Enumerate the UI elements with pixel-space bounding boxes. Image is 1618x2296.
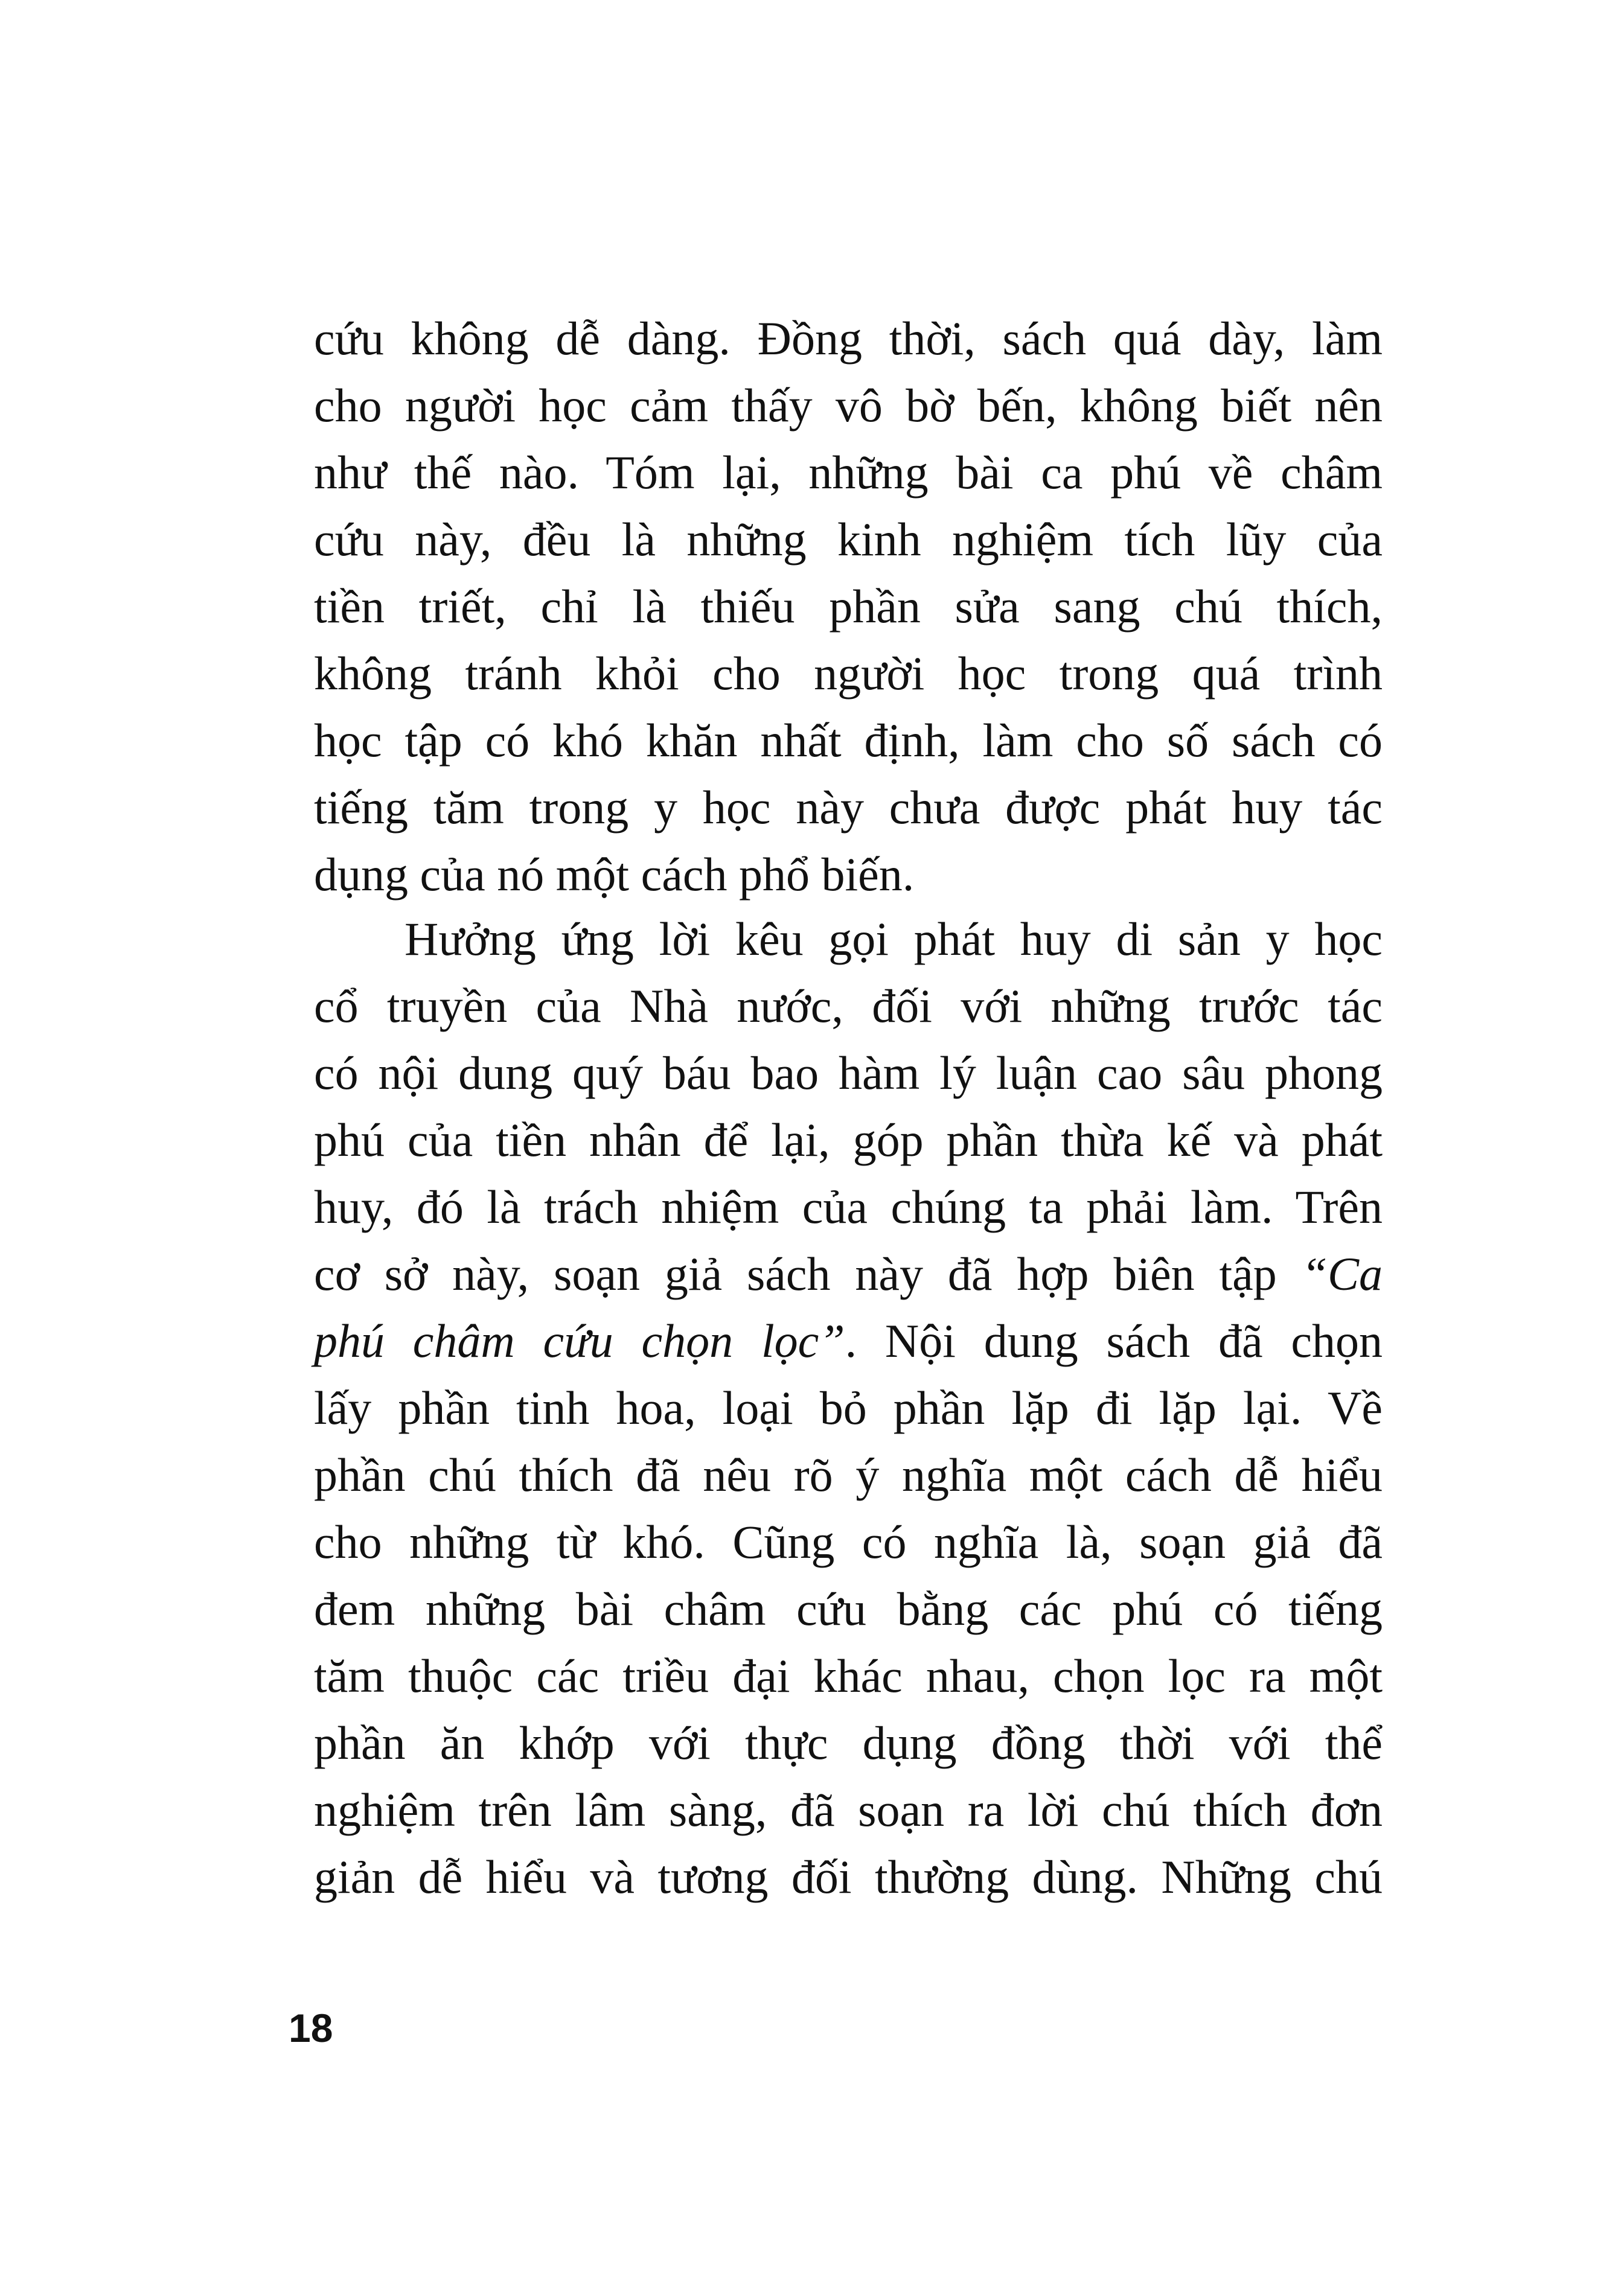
text-line-segment: . Nội dung sách đã chọn: [845, 1315, 1383, 1367]
text-line-segment: cơ sở này, soạn giả sách này đã hợp biên tập: [314, 1248, 1302, 1300]
text-line: phần chú thích đã nêu rõ ý nghĩa một cách dễ hiểu: [314, 1449, 1383, 1501]
text-line: cứu không dễ dàng. Đồng thời, sách quá dày, làm: [314, 312, 1383, 365]
text-line: tiền triết, chỉ là thiếu phần sửa sang chú thích,: [314, 580, 1383, 633]
paragraph-1: [314, 305, 1383, 908]
text-line: tăm thuộc các triều đại khác nhau, chọn lọc ra một: [314, 1650, 1383, 1702]
text-line: cho những từ khó. Cũng có nghĩa là, soạn giả đã: [314, 1516, 1383, 1568]
text-line: Hưởng ứng lời kêu gọi phát huy di sản y học: [405, 913, 1383, 965]
text-line: đem những bài châm cứu bằng các phú có tiếng: [314, 1583, 1383, 1635]
text-line: có nội dung quý báu bao hàm lý luận cao sâu phong: [314, 1047, 1383, 1099]
page-number: 18: [289, 2006, 333, 2050]
text-line: phần ăn khớp với thực dụng đồng thời với thể: [314, 1717, 1383, 1769]
text-line: như thế nào. Tóm lại, những bài ca phú về châm: [314, 446, 1383, 499]
book-title-start: “Ca: [1301, 1248, 1383, 1300]
text-line: cứu này, đều là những kinh nghiệm tích lũy của: [314, 513, 1383, 566]
text-line: học tập có khó khăn nhất định, làm cho số sách có: [314, 714, 1383, 767]
text-line: cho người học cảm thấy vô bờ bến, không biết nên: [314, 379, 1383, 432]
text-line: cổ truyền của Nhà nước, đối với những trước tác: [314, 980, 1383, 1032]
text-line: không tránh khỏi cho người học trong quá trình: [314, 647, 1383, 700]
text-line: nghiệm trên lâm sàng, đã soạn ra lời chú thích đơn: [314, 1784, 1383, 1836]
mixed-style-line: [314, 1307, 1383, 1374]
mixed-style-line: [314, 1240, 1383, 1307]
text-line: huy, đó là trách nhiệm của chúng ta phải làm. Trên: [314, 1181, 1383, 1233]
book-title-end: phú châm cứu chọn lọc”: [314, 1315, 845, 1367]
text-line: giản dễ hiểu và tương đối thường dùng. Những chú: [314, 1851, 1383, 1903]
first-line-container: [314, 905, 1383, 972]
text-line: dụng của nó một cách phổ biến.: [314, 848, 915, 901]
text-line: tiếng tăm trong y học này chưa được phát huy tác: [314, 781, 1383, 834]
paragraph-2: [314, 905, 1383, 1910]
text-line: phú của tiền nhân để lại, góp phần thừa kế và phát: [314, 1114, 1383, 1166]
text-line: lấy phần tinh hoa, loại bỏ phần lặp đi lặp lại. Về: [314, 1382, 1383, 1434]
